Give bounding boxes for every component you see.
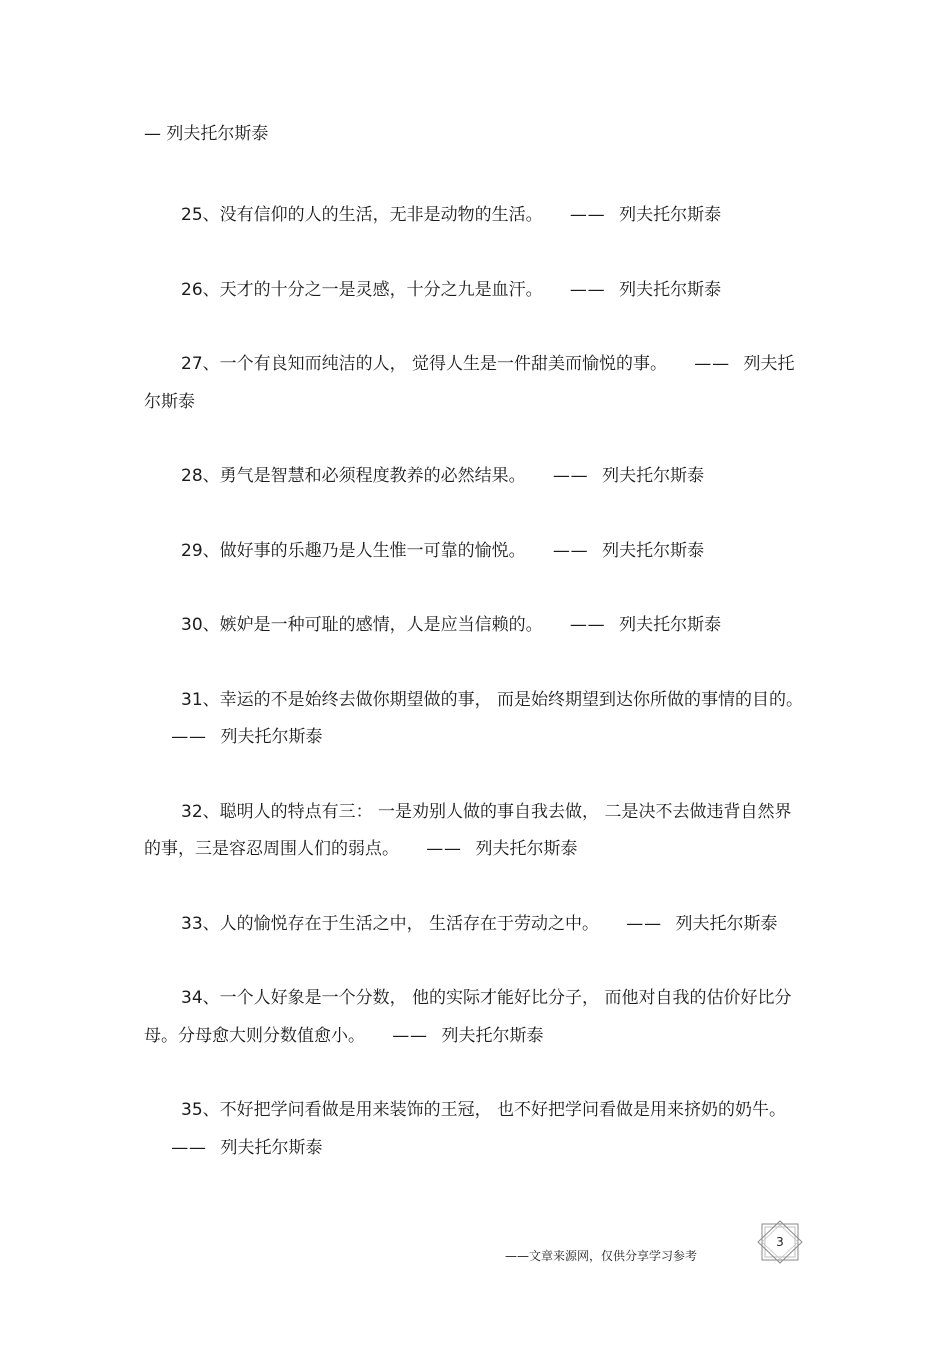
quote-item xyxy=(144,1092,808,1167)
quote-text: 人的愉悦存在于生活之中， 生活存在于劳动之中。 xyxy=(219,913,600,934)
quote-dash: —— xyxy=(569,205,606,225)
quote-text: 不好把学问看做是用来装饰的王冠， 也不好把学问看做是用来挤奶的奶牛。 xyxy=(219,1100,787,1120)
quote-item xyxy=(144,607,808,645)
quote-author: 列夫托尔斯泰 xyxy=(441,1025,544,1046)
quote-number: 31、 xyxy=(181,689,220,710)
quote-dash: —— xyxy=(392,1025,428,1046)
quote-text: 天才的十分之一是灵感，十分之九是血汗。 xyxy=(219,279,543,300)
footer-source-note: ——文章来源网，仅供分享学习参考 xyxy=(505,1249,698,1263)
page-number: 3 xyxy=(776,1235,784,1249)
quote-number: 30、 xyxy=(181,615,220,635)
quote-dash: —— xyxy=(426,839,462,859)
quote-text: 做好事的乐趣乃是人生惟一可靠的愉悦。 xyxy=(219,540,526,561)
quote-dash: —— xyxy=(552,540,589,561)
quote-author: 列夫托尔斯泰 xyxy=(220,727,323,747)
quote-text: 一个人好象是一个分数， 他的实际才能好比分子， 而他对自我的估价好比分母。分母愈大则分数值愈小。 xyxy=(144,988,792,1046)
quote-item xyxy=(144,346,808,421)
quote-text: 聪明人的特点有三： 一是劝别人做的事自我去做， 二是决不去做违背自然界的事，三是容忍周围人们的弱点。 xyxy=(144,801,792,859)
quote-number: 35、 xyxy=(181,1100,220,1120)
quote-item xyxy=(144,272,808,310)
quote-number: 29、 xyxy=(181,540,220,561)
quote-item xyxy=(144,458,808,496)
quote-author: 列夫托尔斯泰 xyxy=(619,615,722,635)
quote-author: 列夫托尔斯泰 xyxy=(619,205,722,225)
quote-dash: —— xyxy=(569,615,606,635)
quote-number: 26、 xyxy=(181,279,220,300)
quote-dash: —— xyxy=(626,913,662,934)
quote-item xyxy=(144,682,808,757)
quote-number: 33、 xyxy=(181,913,220,934)
quote-dash: —— xyxy=(694,354,730,374)
quote-dash: —— xyxy=(171,1137,207,1158)
quote-text: 勇气是智慧和必须程度教养的必然结果。 xyxy=(219,466,526,486)
quote-text: 嫉妒是一种可耻的感情，人是应当信赖的。 xyxy=(219,615,543,635)
quote-list xyxy=(144,197,808,1204)
quote-number: 34、 xyxy=(181,988,220,1008)
quote-author: 列夫托尔斯泰 xyxy=(220,1137,323,1158)
quote-number: 25、 xyxy=(181,205,220,225)
quote-text: 幸运的不是始终去做你期望做的事， 而是始终期望到达你所做的事情的目的。 xyxy=(219,689,804,710)
quote-text: 一个有良知而纯洁的人， 觉得人生是一件甜美而愉悦的事。 xyxy=(219,354,668,374)
quote-item xyxy=(144,533,808,571)
carried-attribution: — 列夫托尔斯泰 xyxy=(144,124,269,144)
quote-author: 列夫托尔斯泰 xyxy=(144,354,795,412)
quote-item xyxy=(144,197,808,235)
quote-author: 列夫托尔斯泰 xyxy=(475,839,578,859)
quote-author: 列夫托尔斯泰 xyxy=(602,466,705,486)
quote-item xyxy=(144,794,808,869)
quote-author: 列夫托尔斯泰 xyxy=(602,540,705,561)
quote-item xyxy=(144,906,808,944)
quote-number: 32、 xyxy=(181,801,220,822)
quote-dash: —— xyxy=(569,279,606,300)
quote-item xyxy=(144,980,808,1055)
quote-number: 27、 xyxy=(181,354,220,374)
quote-text: 没有信仰的人的生活，无非是动物的生活。 xyxy=(219,205,543,225)
quote-dash: —— xyxy=(171,727,207,747)
quote-author: 列夫托尔斯泰 xyxy=(619,279,722,300)
page-number-badge xyxy=(756,1220,804,1264)
quote-number: 28、 xyxy=(181,466,220,486)
quote-dash: —— xyxy=(552,466,589,486)
quote-author: 列夫托尔斯泰 xyxy=(675,913,778,934)
